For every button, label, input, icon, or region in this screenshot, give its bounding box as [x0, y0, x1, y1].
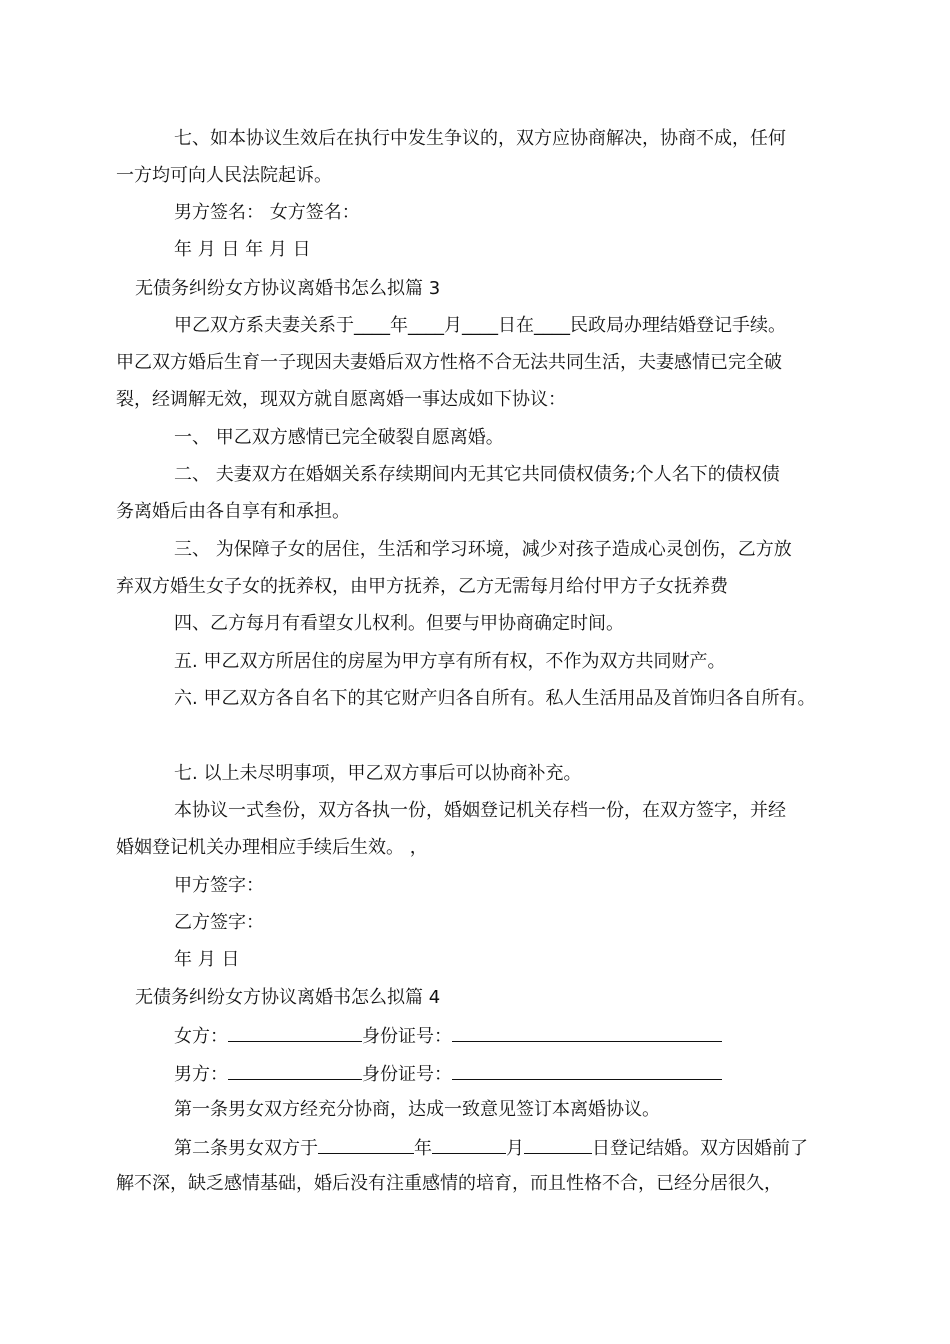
- party-label: 男方：: [174, 1064, 228, 1085]
- id-blank: [452, 1061, 722, 1080]
- year-blank: [318, 1135, 414, 1154]
- clause-line: 解不深，缺乏感情基础，婚后没有注重感情的培育，而且性格不合，已经分居很久，: [116, 1173, 782, 1194]
- clause-text: 日登记结婚。双方因婚前了: [592, 1138, 808, 1159]
- clause-line: 第一条男女双方经充分协商，达成一致意见签订本离婚协议。: [174, 1099, 660, 1120]
- paragraph-line: 七、如本协议生效后在执行中发生争议的，双方应协商解决，协商不成，任何: [174, 128, 786, 149]
- date-line: 年 月 日: [174, 949, 240, 970]
- clause-text: 第二条男女双方于: [174, 1138, 318, 1159]
- party-line-female: [174, 1023, 722, 1049]
- paragraph-line: 本协议一式叁份，双方各执一份，婚姻登记机关存档一份，在双方签字，并经: [174, 800, 786, 821]
- signature-line: 甲方签字：: [174, 875, 264, 896]
- clause-line: 务离婚后由各自享有和承担。: [116, 501, 350, 522]
- party-label: 女方：: [174, 1026, 228, 1047]
- name-blank: [228, 1023, 362, 1042]
- clause-line: 五. 甲乙双方所居住的房屋为甲方享有所有权，不作为双方共同财产。: [174, 651, 726, 672]
- date-line: 年 月 日 年 月 日: [174, 239, 311, 260]
- clause-line: [174, 1135, 808, 1161]
- clause-line: 一、 甲乙双方感情已完全破裂自愿离婚。: [174, 427, 504, 448]
- signature-line: 男方签名： 女方签名：: [174, 202, 360, 223]
- paragraph-line: 裂，经调解无效，现双方就自愿离婚一事达成如下协议：: [116, 389, 566, 410]
- party-line-male: [174, 1061, 722, 1087]
- clause-line: 三、 为保障子女的居住，生活和学习环境，减少对孩子造成心灵创伤，乙方放: [174, 539, 792, 560]
- section-heading: 无债务纠纷女方协议离婚书怎么拟篇 4: [135, 987, 441, 1008]
- paragraph-line: 一方均可向人民法院起诉。: [116, 165, 332, 186]
- clause-line: 二、 夫妻双方在婚姻关系存续期间内无其它共同债权债务;个人名下的债权债: [174, 464, 780, 485]
- id-blank: [452, 1023, 722, 1042]
- month-label: 月: [506, 1138, 524, 1159]
- year-label: 年: [414, 1138, 432, 1159]
- paragraph-line: 婚姻登记机关办理相应手续后生效。 ，: [116, 837, 428, 858]
- day-blank: [524, 1135, 592, 1154]
- paragraph-line: 甲乙双方系夫妻关系于____年____月____日在____民政局办理结婚登记手续。: [174, 315, 786, 336]
- signature-line: 乙方签字：: [174, 912, 264, 933]
- clause-line: 六. 甲乙双方各自名下的其它财产归各自所有。私人生活用品及首饰归各自所有。: [174, 688, 816, 709]
- id-label: 身份证号：: [362, 1064, 452, 1085]
- clause-line: 七. 以上未尽明事项，甲乙双方事后可以协商补充。: [174, 763, 582, 784]
- month-blank: [432, 1135, 506, 1154]
- clause-line: 弃双方婚生女子女的抚养权，由甲方抚养，乙方无需每月给付甲方子女抚养费: [116, 576, 728, 597]
- paragraph-line: 甲乙双方婚后生育一子现因夫妻婚后双方性格不合无法共同生活，夫妻感情已完全破: [116, 352, 782, 373]
- name-blank: [228, 1061, 362, 1080]
- clause-line: 四、乙方每月有看望女儿权利。但要与甲协商确定时间。: [174, 613, 624, 634]
- id-label: 身份证号：: [362, 1026, 452, 1047]
- section-heading: 无债务纠纷女方协议离婚书怎么拟篇 3: [135, 278, 441, 299]
